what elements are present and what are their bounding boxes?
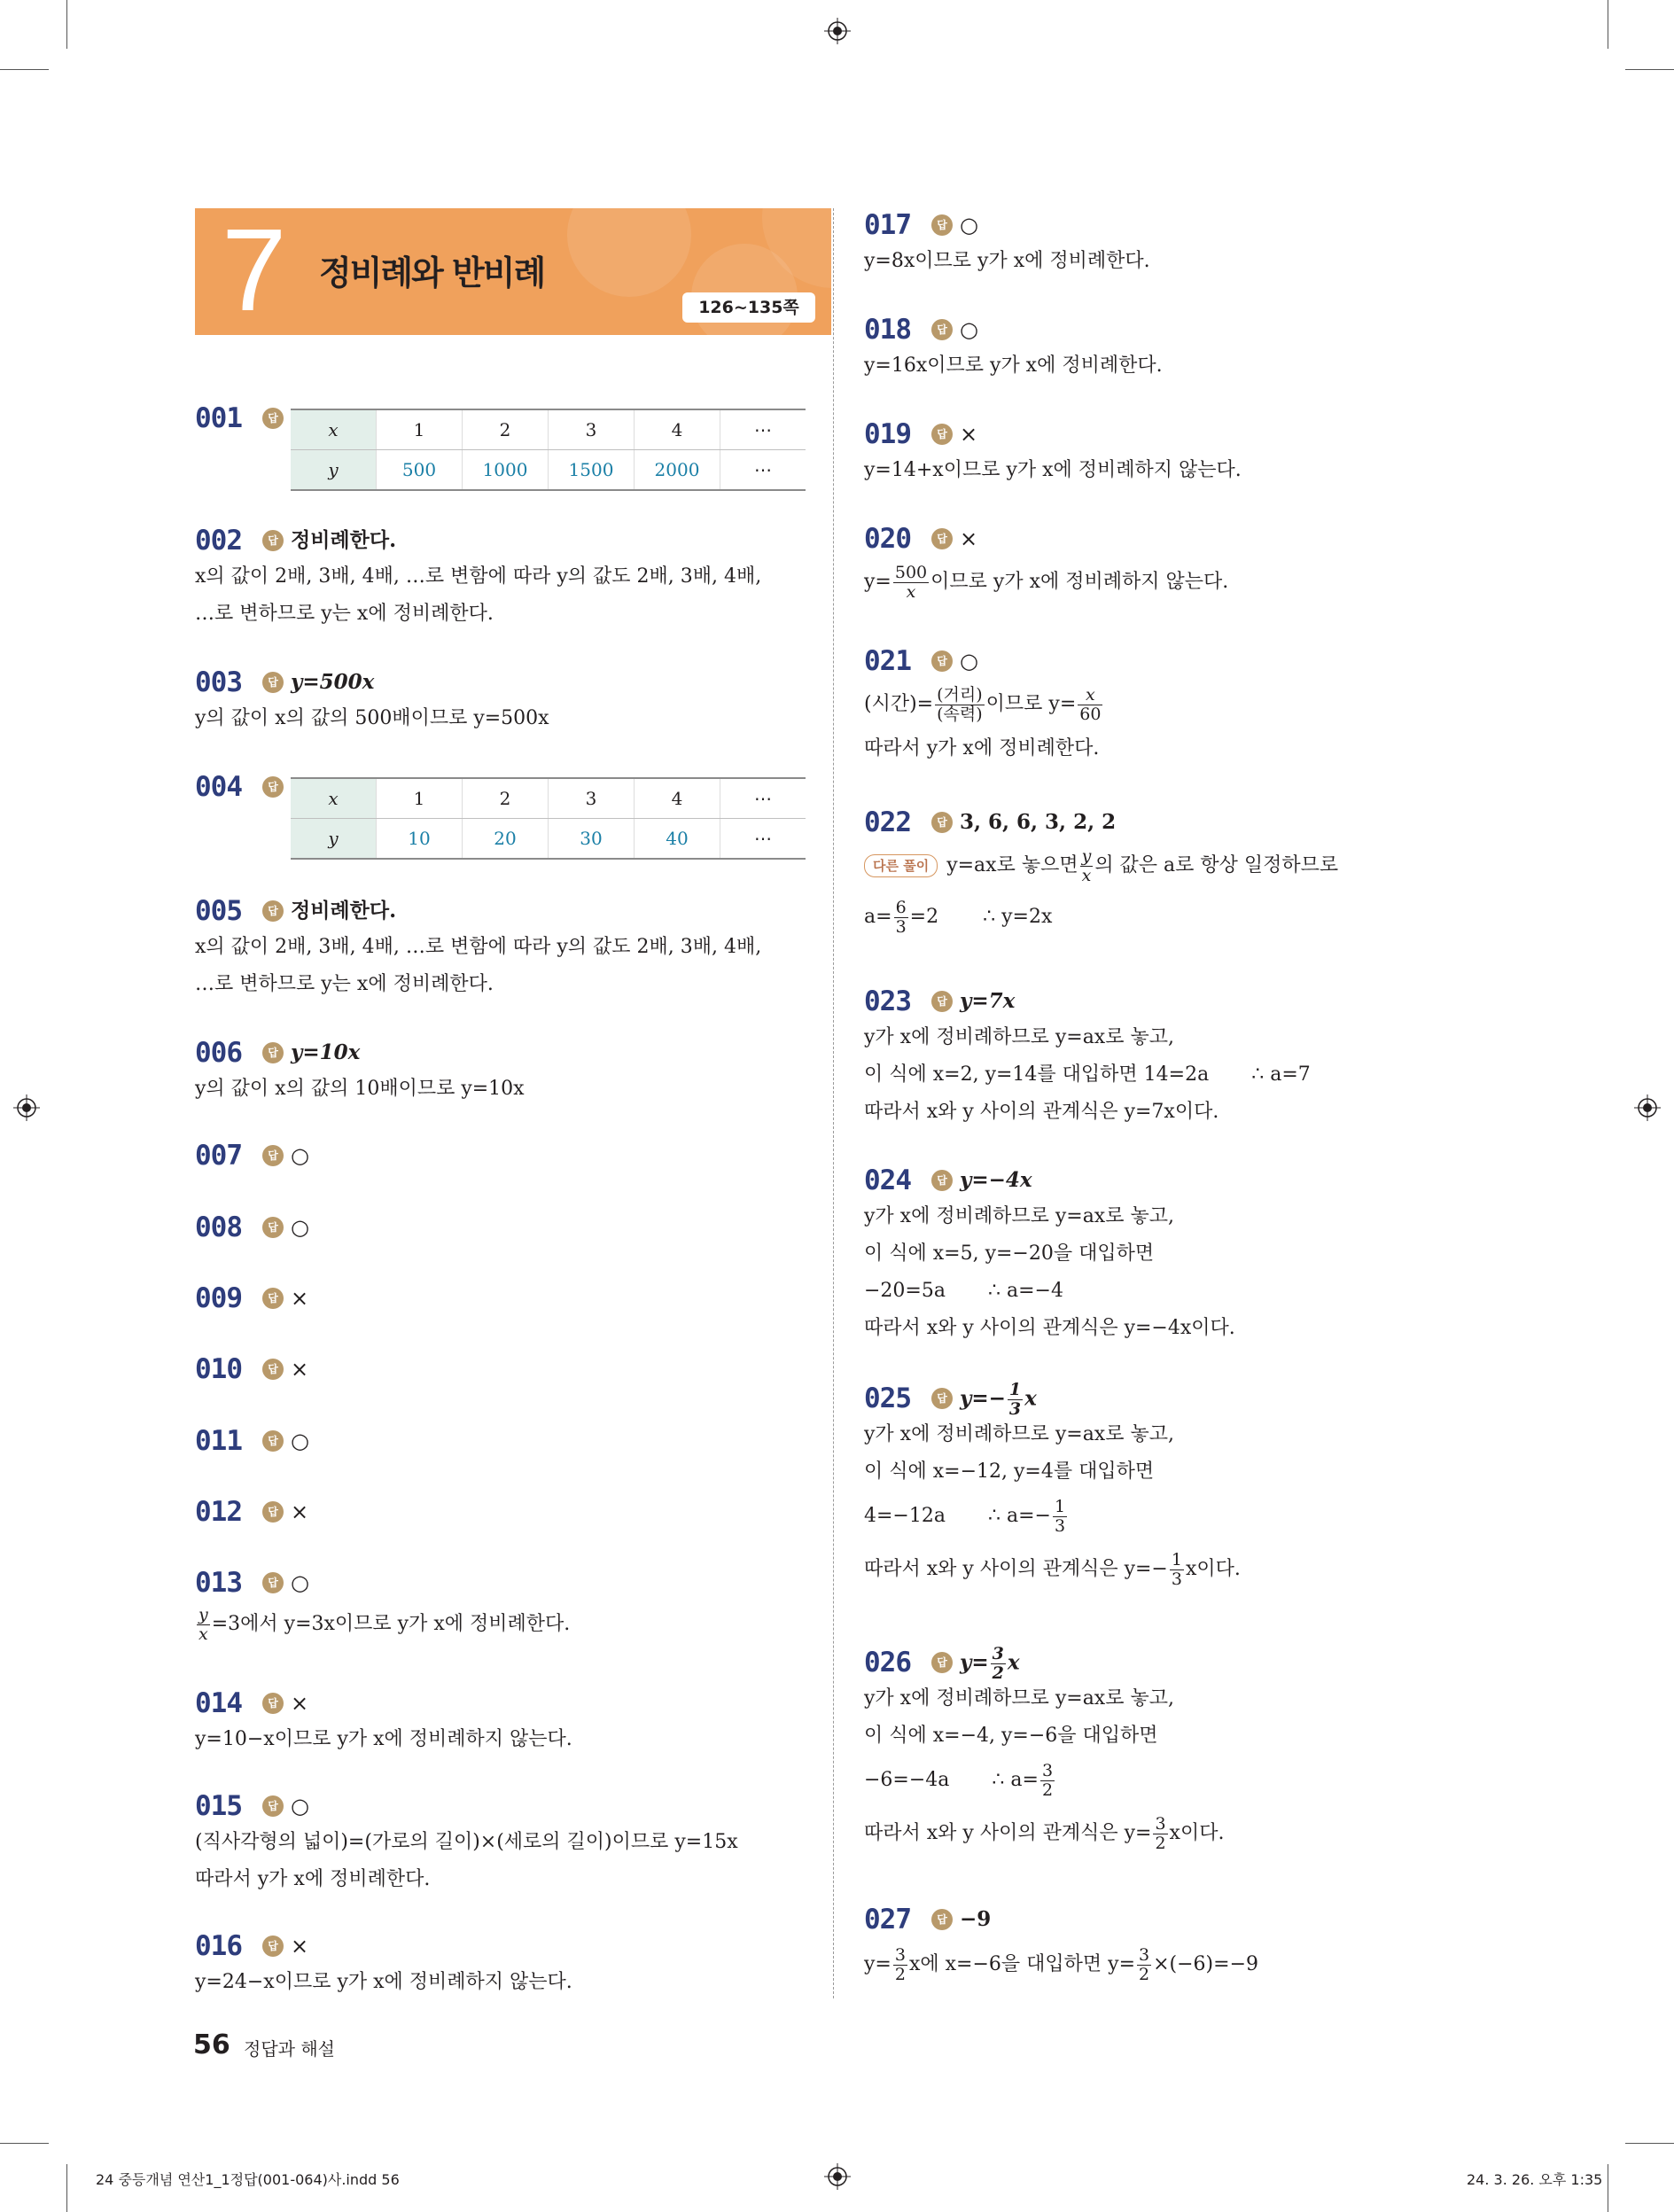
table-001: [291, 409, 806, 491]
explanation-line: y=8x이므로 y가 x에 정비례한다.: [864, 250, 1150, 272]
problem-019: [864, 417, 1242, 489]
fraction: $\frac{1}{3}$: [1008, 1380, 1022, 1419]
answer: ○: [960, 649, 978, 674]
answer-icon: 답: [262, 530, 284, 551]
explanation-line: 따라서 x와 y 사이의 관계식은 y=− $\frac{1}{3}$ x이다.: [864, 1549, 1241, 1589]
fraction: $\frac{1}{3}$: [1171, 1549, 1182, 1589]
crop-mark: [1625, 69, 1674, 70]
problem-018: [864, 312, 1163, 385]
explanation-line: 다른 풀이 y=ax로 놓으면 $\frac{y}{x}$ 의 값은 a로 항상 일정하므로: [864, 840, 1338, 892]
problem-003: [195, 665, 549, 737]
registration-mark-icon: [13, 1094, 40, 1121]
crop-mark: [0, 2143, 49, 2144]
answer: −9: [960, 1907, 992, 1931]
problem-number: 017: [864, 209, 911, 241]
answer: ○: [291, 1429, 309, 1453]
answer-icon: 답: [262, 1145, 284, 1166]
problem-number: 021: [864, 645, 911, 677]
problem-027: [864, 1902, 1258, 1992]
problem-017: [864, 207, 1150, 280]
answer-icon: 답: [931, 650, 953, 672]
registration-mark-icon: [824, 18, 851, 44]
column-divider: [833, 208, 834, 1998]
explanation-line: (직사각형의 넓이)=(가로의 길이)×(세로의 길이)이므로 y=15x: [195, 1831, 738, 1853]
footer-label: 정답과 해설: [244, 2038, 335, 2060]
answer-icon: 답: [262, 1572, 284, 1593]
explanation-line: 따라서 y가 x에 정비례한다.: [864, 737, 1100, 759]
explanation-line: y=10−x이므로 y가 x에 정비례하지 않는다.: [195, 1728, 572, 1750]
crop-mark: [1625, 2143, 1674, 2144]
answer: ○: [960, 317, 978, 342]
explanation-line: −6=−4a ∴ a= $\frac{3}{2}$: [864, 1760, 1054, 1800]
explanation-line: x의 값이 2배, 3배, 4배, …로 변함에 따라 y의 값도 2배, 3배, 4배,: [195, 936, 762, 958]
answer-icon: 답: [262, 1359, 284, 1380]
answer-icon: 답: [931, 319, 953, 340]
answer-icon: 답: [262, 408, 284, 429]
problem-020: [864, 521, 1228, 608]
answer: y=− $\frac{1}{3}$ x: [960, 1380, 1037, 1419]
answer-icon: 답: [931, 1388, 953, 1409]
problem-022: [864, 805, 1338, 943]
explanation-line: 이 식에 x=2, y=14를 대입하면 14=2a ∴ a=7: [864, 1063, 1311, 1086]
answer-icon: 답: [931, 214, 953, 236]
problem-number: 015: [195, 1790, 242, 1822]
table-row: y 500 1000 1500 2000 ⋯: [291, 450, 806, 491]
fraction: $\frac{y}{x}$: [199, 1604, 208, 1644]
explanation-line: y가 x에 정비례하므로 y=ax로 놓고,: [864, 1687, 1174, 1710]
problem-number: 009: [195, 1282, 242, 1314]
problem-number: 024: [864, 1164, 911, 1196]
fraction: $\frac{3}{2}$: [894, 1944, 906, 1984]
answer-icon: 답: [262, 672, 284, 693]
chapter-banner: [195, 208, 831, 335]
answer: y=−4x: [960, 1168, 1032, 1192]
explanation-line: y가 x에 정비례하므로 y=ax로 놓고,: [864, 1205, 1174, 1227]
answer: ○: [960, 213, 978, 238]
explanation-line: y=14+x이므로 y가 x에 정비례하지 않는다.: [864, 459, 1242, 481]
answer: ×: [291, 1934, 309, 1959]
answer-icon: 답: [931, 424, 953, 445]
table-row: y 10 20 30 40 ⋯: [291, 819, 806, 860]
table-row: x 1 2 3 4 ⋯: [291, 778, 806, 819]
answer-icon: 답: [931, 1170, 953, 1191]
fraction: $\frac{\text{(거리)}}{\text{(속력)}}$: [937, 684, 983, 724]
explanation-line: y= $\frac{500}{x}$ 이므로 y가 x에 정비례하지 않는다.: [864, 562, 1229, 602]
answer-icon: 답: [262, 1288, 284, 1309]
fraction: $\frac{6}{3}$: [895, 897, 907, 937]
problem-number: 022: [864, 806, 911, 838]
problem-number: 002: [195, 525, 242, 557]
problem-number: 007: [195, 1140, 242, 1172]
table-004: [291, 777, 806, 860]
explanation-line: 따라서 y가 x에 정비례한다.: [195, 1868, 431, 1890]
problem-024: [864, 1163, 1235, 1347]
problem-number: 026: [864, 1647, 911, 1678]
fraction: $\frac{x}{60}$: [1079, 684, 1102, 724]
answer: 3, 6, 6, 3, 2, 2: [960, 810, 1117, 834]
answer-icon: 답: [262, 1217, 284, 1238]
fraction: $\frac{500}{x}$: [894, 562, 928, 602]
problem-number: 006: [195, 1037, 242, 1069]
answer: y= $\frac{3}{2}$ x: [960, 1644, 1020, 1683]
explanation-line: …로 변하므로 y는 x에 정비례한다.: [195, 973, 494, 995]
problem-026: [864, 1645, 1224, 1861]
answer: ○: [291, 1794, 309, 1819]
problem-number: 011: [195, 1425, 242, 1457]
print-slug-date: 24. 3. 26. 오후 1:35: [1467, 2171, 1603, 2188]
chapter-page-range: 126~135쪽: [682, 292, 815, 323]
problem-number: 020: [864, 523, 911, 555]
problem-number: 004: [195, 771, 242, 803]
print-slug-file: 24 중등개념 연산1_1정답(001-064)사.indd 56: [96, 2171, 400, 2188]
explanation-line: …로 변하므로 y는 x에 정비례한다.: [195, 603, 494, 625]
problem-number: 023: [864, 985, 911, 1017]
explanation-line: 따라서 x와 y 사이의 관계식은 y=−4x이다.: [864, 1317, 1235, 1339]
explanation-line: 이 식에 x=−12, y=4를 대입하면: [864, 1460, 1155, 1483]
problem-002: [195, 523, 761, 633]
answer-icon: 답: [931, 1652, 953, 1673]
fraction: $\frac{3}{2}$: [992, 1644, 1004, 1683]
table-row: x 1 2 3 4 ⋯: [291, 409, 806, 450]
explanation-line: 따라서 x와 y 사이의 관계식은 y= $\frac{3}{2}$ x이다.: [864, 1813, 1225, 1853]
answer: y=7x: [960, 989, 1016, 1013]
answer: ×: [960, 526, 978, 551]
answer: ×: [291, 1499, 309, 1524]
problem-number: 016: [195, 1930, 242, 1962]
problem-number: 025: [864, 1382, 911, 1414]
explanation-line: y의 값이 x의 값의 500배이므로 y=500x: [195, 707, 549, 729]
problem-number: 001: [195, 402, 242, 434]
fraction: $\frac{3}{2}$: [1041, 1760, 1054, 1800]
answer-icon: 답: [931, 991, 953, 1012]
fraction: $\frac{y}{x}$: [1081, 845, 1092, 885]
explanation-line: x의 값이 2배, 3배, 4배, …로 변함에 따라 y의 값도 2배, 3배, 4배,: [195, 565, 762, 588]
answer-icon: 답: [262, 1693, 284, 1714]
registration-mark-icon: [824, 2163, 851, 2190]
explanation-line: y가 x에 정비례하므로 y=ax로 놓고,: [864, 1423, 1174, 1445]
explanation-line: 이 식에 x=−4, y=−6을 대입하면: [864, 1725, 1158, 1747]
crop-mark: [66, 2164, 67, 2212]
problem-023: [864, 984, 1311, 1131]
problem-number: 018: [864, 314, 911, 346]
answer: ×: [960, 422, 978, 447]
problem-number: 010: [195, 1353, 242, 1385]
problem-number: 027: [864, 1904, 911, 1936]
explanation-line: a= $\frac{6}{3}$ =2 ∴ y=2x: [864, 897, 1053, 937]
problem-number: 013: [195, 1567, 242, 1599]
page-number: 56: [193, 2029, 230, 2060]
problem-number: 014: [195, 1687, 242, 1719]
crop-mark: [0, 69, 49, 70]
problem-015: [195, 1788, 738, 1898]
crop-mark: [66, 0, 67, 49]
explanation-line: −20=5a ∴ a=−4: [864, 1280, 1063, 1302]
chapter-number: 7: [222, 208, 287, 335]
problem-006: [195, 1035, 525, 1108]
explanation-line: y= $\frac{3}{2}$ x에 x=−6을 대입하면 y= $\frac{3}{2}$ ×(−6)=−9: [864, 1944, 1259, 1984]
explanation-line: y가 x에 정비례하므로 y=ax로 놓고,: [864, 1026, 1174, 1048]
other-solution-badge: 다른 풀이: [864, 854, 938, 877]
problem-number: 005: [195, 895, 242, 927]
explanation-line: y의 값이 x의 값의 10배이므로 y=10x: [195, 1078, 525, 1100]
registration-mark-icon: [1634, 1094, 1661, 1121]
answer-icon: 답: [262, 1501, 284, 1523]
answer: ×: [291, 1357, 309, 1382]
answer: 정비례한다.: [291, 528, 397, 552]
explanation-line: (시간)= $\frac{\text{(거리)}}{\text{(속력)}}$ 이므로 y= $\frac{x}{60}$: [864, 684, 1102, 724]
answer-icon: 답: [262, 900, 284, 922]
answer: ×: [291, 1286, 309, 1311]
fraction: $\frac{1}{3}$: [1054, 1496, 1066, 1536]
answer-icon: 답: [262, 1430, 284, 1452]
problem-013: [195, 1565, 570, 1648]
answer-icon: 답: [262, 1042, 284, 1063]
answer-icon: 답: [931, 1909, 953, 1930]
explanation-line: 이 식에 x=5, y=−20을 대입하면: [864, 1242, 1155, 1265]
answer: ○: [291, 1143, 309, 1168]
problem-005: [195, 893, 761, 1003]
answer: ○: [291, 1570, 309, 1595]
chapter-title: 정비례와 반비례: [319, 253, 545, 292]
explanation-line: y=16x이므로 y가 x에 정비례한다.: [864, 354, 1163, 377]
answer-icon: 답: [931, 812, 953, 833]
problem-number: 019: [864, 418, 911, 450]
answer-icon: 답: [931, 528, 953, 549]
answer: y=500x: [291, 670, 375, 694]
problem-number: 003: [195, 666, 242, 698]
answer: y=10x: [291, 1040, 361, 1064]
fraction: $\frac{3}{2}$: [1155, 1813, 1166, 1853]
answer-icon: 답: [262, 1795, 284, 1817]
answer: ×: [291, 1691, 309, 1716]
problem-014: [195, 1686, 572, 1758]
answer-icon: 답: [262, 1936, 284, 1957]
explanation-line: 4=−12a ∴ a=− $\frac{1}{3}$: [864, 1496, 1066, 1536]
problem-021: [864, 643, 1104, 767]
problem-025: [864, 1381, 1241, 1597]
problem-number: 008: [195, 1211, 242, 1243]
answer-icon: 답: [262, 776, 284, 798]
answer: ○: [291, 1215, 309, 1240]
problem-016: [195, 1928, 572, 2001]
problem-number: 012: [195, 1496, 242, 1528]
fraction: $\frac{3}{2}$: [1139, 1944, 1150, 1984]
explanation-line: 따라서 x와 y 사이의 관계식은 y=7x이다.: [864, 1101, 1219, 1123]
explanation-line: y=24−x이므로 y가 x에 정비례하지 않는다.: [195, 1971, 572, 1993]
answer: 정비례한다.: [291, 899, 397, 923]
explanation-line: $\frac{y}{x}$ =3에서 y=3x이므로 y가 x에 정비례한다.: [199, 1604, 571, 1644]
